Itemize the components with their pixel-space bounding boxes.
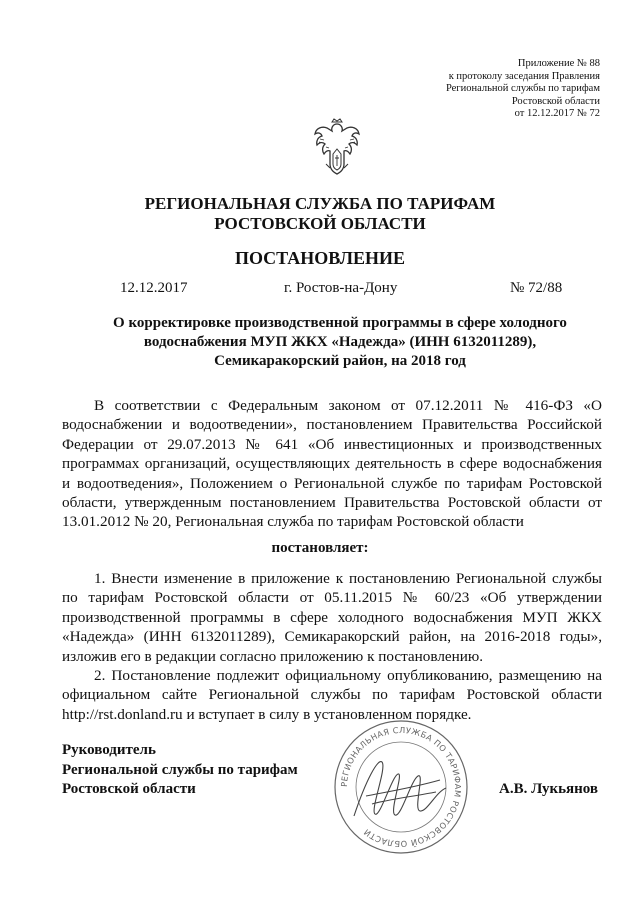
document-type: ПОСТАНОВЛЕНИЕ <box>234 248 406 268</box>
appendix-line: Ростовской области <box>511 95 600 107</box>
title-line: водоснабжения МУП ЖКХ «Надежда» (ИНН 6132011289), <box>143 334 537 350</box>
resolution-item-2: 2. Постановление подлежит официальному опубликованию, размещению на официальном сайте Региональной службы по тарифам Ростовской области http://rst.donland.ru и вступает в силу в установленном порядке. <box>62 667 602 723</box>
appendix-line: к протоколу заседания Правления <box>448 70 600 82</box>
document-title <box>60 314 620 371</box>
title-line: Семикаракорский район, на 2018 год <box>214 353 466 369</box>
signer-position-line: Региональной службы по тарифам <box>62 761 298 778</box>
document-place: г. Ростов-на-Дону <box>284 280 398 296</box>
signer-name: А.В. Лукьянов <box>499 781 598 797</box>
resolution-item-1: 1. Внести изменение в приложение к постановлению Региональной службы по тарифам Ростовской области от 05.11.2015 № 60/23 «Об утверждении производственной программы в сфере холодного водоснабжения МУП ЖКХ «Надежда» (ИНН 6132011289), Семикаракорский район, на 2016-2018 годы», изложив его в редакции согласно приложению к постановлению. <box>62 570 602 665</box>
resolution-items <box>62 569 602 724</box>
signer-position <box>62 741 298 800</box>
resolves-heading: постановляет: <box>271 540 369 556</box>
handwritten-signature-icon <box>354 762 446 816</box>
stamp-ring-text: РЕГИОНАЛЬНАЯ СЛУЖБА ПО ТАРИФАМ РОСТОВСКОЙ ОБЛАСТИ <box>338 724 464 850</box>
appendix-line: от 12.12.2017 № 72 <box>514 108 600 120</box>
svg-text:РЕГИОНАЛЬНАЯ СЛУЖБА ПО ТАРИФАМ <box>339 725 463 849</box>
preamble-paragraph: В соответствии с Федеральным законом от 07.12.2011 № 416-ФЗ «О водоснабжении и водоотведении», постановлением Правительства Российской Федерации от 29.07.2013 № 641 «Об инвестиционных и производственных программах организаций, осуществляющих деятельность в сфере водоснабжения и водоотведения», Положением о Региональной службе по тарифам Ростовской области, утвержденным постановлением Правительства Ростовской области от 13.01.2012 № 20, Региональная служба по тарифам Ростовской области <box>62 397 602 531</box>
appendix-line: Региональной службы по тарифам <box>445 83 600 95</box>
organization-line: РЕГИОНАЛЬНАЯ СЛУЖБА ПО ТАРИФАМ <box>144 194 496 213</box>
appendix-line: Приложение № 88 <box>517 58 600 69</box>
document-date: 12.12.2017 <box>120 280 188 296</box>
organization-line: РОСТОВСКОЙ ОБЛАСТИ <box>214 214 426 233</box>
official-stamp-icon <box>332 718 470 856</box>
signer-position-line: Руководитель <box>62 742 156 758</box>
signer-position-line: Ростовской области <box>62 781 196 797</box>
double-headed-eagle-emblem-icon <box>312 118 362 176</box>
document-number: № 72/88 <box>510 280 563 296</box>
appendix-note <box>446 58 600 121</box>
title-line: О корректировке производственной программы в сфере холодного <box>113 315 567 331</box>
preamble <box>62 396 602 532</box>
organization-name <box>0 194 640 234</box>
